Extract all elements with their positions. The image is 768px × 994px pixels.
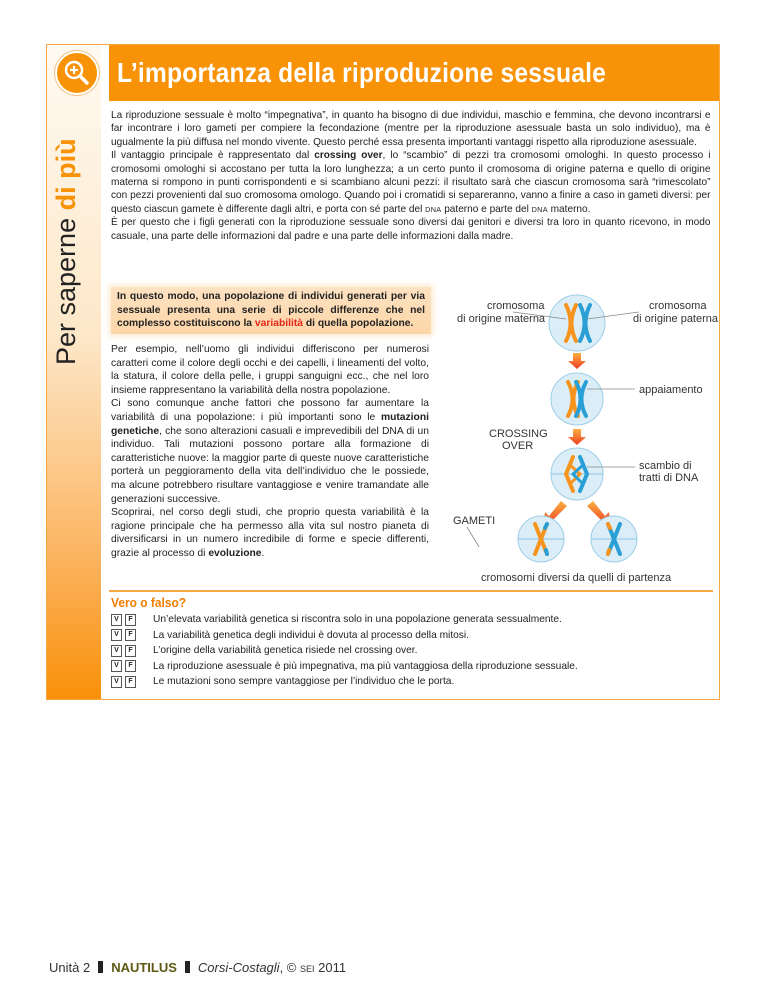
page-footer bbox=[49, 960, 346, 975]
cell-pairing bbox=[551, 373, 603, 425]
abbr-dna: DNA bbox=[425, 204, 442, 214]
quiz-statement: La variabilità genetica degli individui è dovuta al processo della mitosi. bbox=[153, 629, 469, 641]
false-checkbox[interactable]: F bbox=[125, 676, 136, 688]
term-variabilita: variabilità bbox=[254, 318, 303, 330]
page-title: L’importanza della riproduzione sessuale bbox=[117, 57, 607, 88]
text: di quella popolazione. bbox=[302, 318, 414, 330]
term-mutazioni: mutazioni genetiche bbox=[111, 411, 429, 437]
quiz-title: Vero o falso? bbox=[111, 595, 187, 610]
label-paternal-1: cromosoma bbox=[649, 300, 707, 312]
intro-section bbox=[111, 101, 713, 243]
true-checkbox[interactable]: V bbox=[111, 676, 122, 688]
label-paternal-2: di origine paterna bbox=[633, 313, 719, 325]
body-text bbox=[111, 343, 429, 561]
diagram-caption: cromosomi diversi da quelli di partenza bbox=[481, 572, 672, 584]
label-maternal-2: di origine materna bbox=[457, 313, 546, 325]
cell-daughter-right bbox=[591, 516, 637, 562]
term-evoluzione: evoluzione bbox=[208, 547, 262, 559]
side-label-accent: di più bbox=[51, 138, 81, 211]
false-checkbox[interactable]: F bbox=[125, 614, 136, 626]
zoom-in-icon bbox=[57, 53, 97, 93]
text: . bbox=[261, 547, 265, 559]
text: , che sono alterazioni casuali e imprevedibili del DNA di un individuo. Tali mutazioni possono portare alla formazione di caratteristiche nuove: la maggior parte di queste nuove caratteristiche porterà un peggioramento della vita dell’individuo che le possiede, ma alcune potrebbero risultare vantaggiose e venire tramandate alle generazioni successive. bbox=[111, 425, 429, 505]
label-gametes: GAMETI bbox=[453, 515, 496, 527]
text: Ci sono comunque anche fattori che possono far aumentare la variabilità di una popolazione: i più importanti sono le bbox=[111, 398, 429, 423]
quiz-statement: Le mutazioni sono sempre vantaggiose per l’individuo che le porta. bbox=[153, 676, 455, 688]
quiz-statement: La riproduzione asessuale è più impegnativa, ma più vantaggiosa della riproduzione sessuale. bbox=[153, 660, 578, 672]
label-exchange-1: scambio di bbox=[639, 460, 692, 472]
label-pairing: appaiamento bbox=[639, 384, 703, 396]
crossing-over-diagram bbox=[449, 279, 719, 585]
cell-crossing-over bbox=[551, 448, 603, 500]
intro-paragraph-1: La riproduzione sessuale è molto “impegnativa”, in quanto ha bisogno di due individui, maschio e femmina, che devono incontrarsi e far incontrare i loro gameti per compiere la fecondazione (mentre per la riproduzione asessuale basta un solo individuo), ma è ugualmente la più diffusa nel mondo vivente. Questo perché essa presenta importanti vantaggi rispetto alla riproduzione asessuale. bbox=[111, 110, 711, 148]
side-label bbox=[51, 138, 82, 365]
true-checkbox[interactable]: V bbox=[111, 629, 122, 641]
highlight-box bbox=[111, 287, 431, 334]
quiz-item bbox=[111, 628, 713, 644]
separator-bar bbox=[98, 961, 103, 973]
side-label-prefix: Per saperne bbox=[51, 210, 81, 365]
intro-paragraph-3: È per questo che i figli generati con la riproduzione sessuale sono diversi dai genitori e diversi tra loro in quanto ricevono, in modo casuale, una parte delle informazioni dal padre e una parte delle informazioni dalla madre. bbox=[111, 217, 711, 242]
body-paragraph-3 bbox=[111, 506, 429, 560]
info-box bbox=[46, 44, 720, 700]
text: paterno e parte del bbox=[441, 203, 532, 215]
false-checkbox[interactable]: F bbox=[125, 629, 136, 641]
arrow-down bbox=[568, 429, 586, 445]
quiz-item bbox=[111, 659, 713, 675]
text: , lo “scambio” di pezzi tra cromosomi omologhi. In questo processo i cromosomi omologhi si accostano per tutta la loro lunghezza; a un certo punto il cromosoma di origine paterna e quello di origine materna si rompono in punti corrispondenti e si scambiano alcuni pezzi: il risultato sarà che ciascun cromosoma sarà “rimescolato” con pezzi provenienti dal suo cromosoma omologo. Quando poi i cromatidi si separeranno, vanno a finire a caso in gameti diversi: per questo ciascun gamete è differente dagli altri, e porta con sé parte del bbox=[111, 150, 711, 215]
footer-authors: Corsi-Costagli bbox=[197, 960, 280, 975]
body-paragraph-2 bbox=[111, 397, 429, 506]
text: materno. bbox=[547, 203, 591, 215]
false-checkbox[interactable]: F bbox=[125, 660, 136, 672]
side-column bbox=[47, 45, 101, 699]
label-crossing-1: CROSSING bbox=[489, 428, 548, 440]
term-crossing-over: crossing over bbox=[314, 150, 383, 162]
label-crossing-2: OVER bbox=[502, 440, 534, 452]
body-paragraph-1: Per esempio, nell’uomo gli individui differiscono per numerosi caratteri come il colore degli occhi e dei capelli, i lineamenti del volto, la statura, il colore della pelle, i gruppi sanguigni ecc., che nel loro insieme rappresentano la variabilità della nostra popolazione. bbox=[111, 344, 429, 396]
footer-unit: Unità 2 bbox=[49, 960, 91, 975]
footer-publisher: SEI bbox=[299, 964, 315, 974]
quiz-item bbox=[111, 674, 713, 690]
arrow-down bbox=[568, 353, 586, 369]
true-checkbox[interactable]: V bbox=[111, 645, 122, 657]
intro-paragraph-2 bbox=[111, 149, 710, 216]
text: Scoprirai, nel corso degli studi, che proprio questa variabilità è la ragione principale che ha permesso alla vita sul nostro pianeta di diversificarsi in un numero incredibile di forme e specie differenti, grazie al processo di bbox=[111, 507, 429, 559]
footer-year: 2011 bbox=[314, 960, 347, 975]
true-checkbox[interactable]: V bbox=[111, 614, 122, 626]
text: In questo modo, una popolazione di individui generati per via sessuale presenta una serie di piccole differenze che nel complesso costituiscono la bbox=[117, 291, 425, 330]
footer-copyright: , © bbox=[279, 960, 300, 975]
quiz-statement: L’origine della variabilità genetica risiede nel crossing over. bbox=[153, 645, 418, 657]
quiz-statement: Un’elevata variabilità genetica si riscontra solo in una popolazione generata sessualmente. bbox=[153, 614, 562, 626]
quiz-item bbox=[111, 643, 713, 659]
true-false-quiz bbox=[111, 595, 713, 690]
true-checkbox[interactable]: V bbox=[111, 660, 122, 672]
footer-brand: NAUTILUS bbox=[111, 960, 177, 975]
quiz-item bbox=[111, 612, 713, 628]
abbr-dna: DNA bbox=[531, 204, 548, 214]
zoom-in-badge bbox=[55, 51, 99, 95]
cell-daughter-left bbox=[518, 516, 564, 562]
cell-initial bbox=[549, 295, 605, 351]
label-maternal-1: cromosoma bbox=[487, 300, 545, 312]
false-checkbox[interactable]: F bbox=[125, 645, 136, 657]
text: Il vantaggio principale è rappresentato dal bbox=[111, 150, 315, 162]
two-column-section bbox=[111, 279, 719, 585]
section-divider bbox=[109, 590, 713, 592]
separator-bar bbox=[185, 961, 190, 973]
label-exchange-2: tratti di DNA bbox=[639, 472, 699, 484]
